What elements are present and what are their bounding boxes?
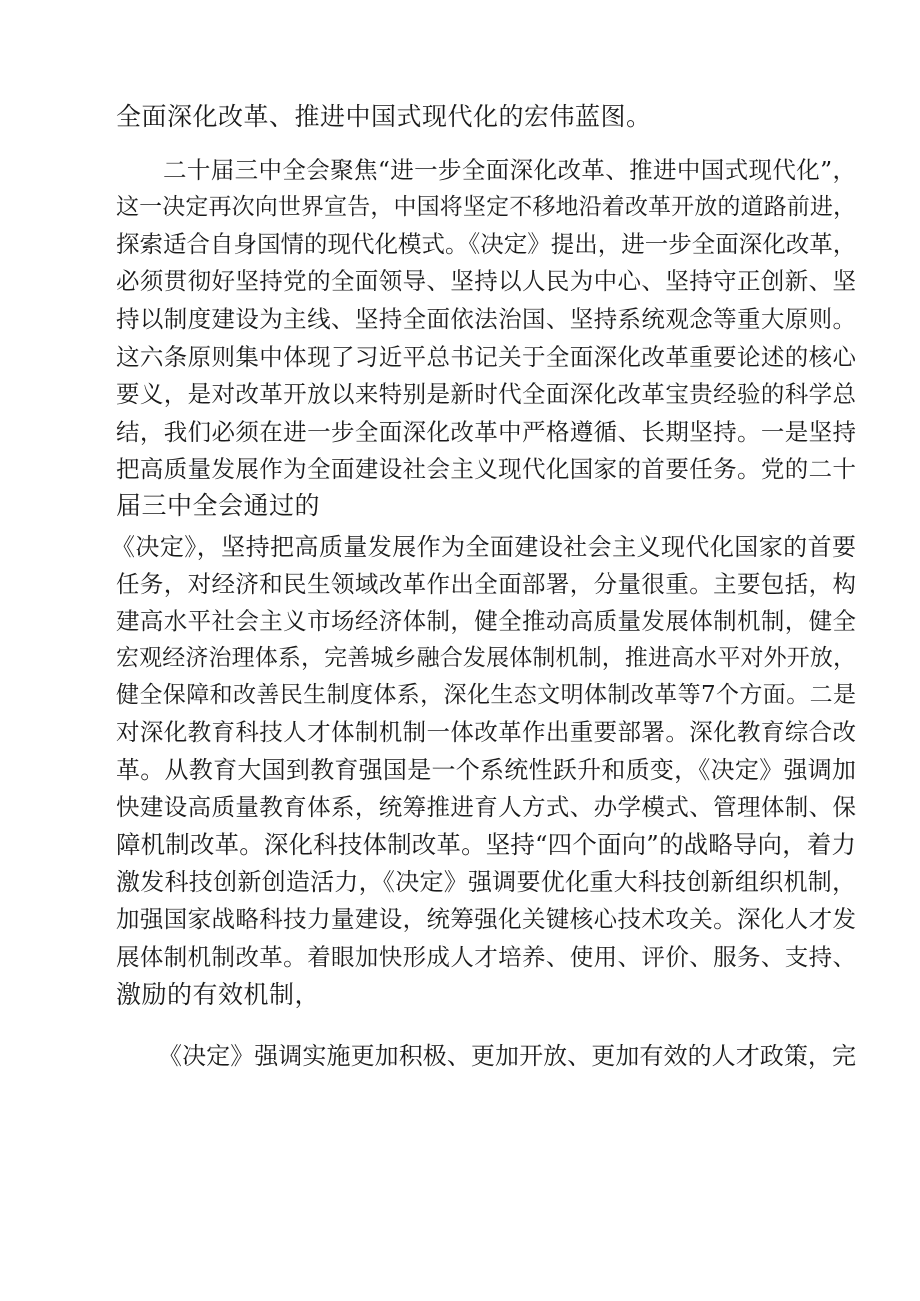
text-line: 激励的有效机制， — [116, 980, 321, 1009]
text-line: 健全保障和改善民生制度体系，深化生态文明体制改革等7个方面。二是 — [116, 682, 856, 708]
text-line: 这一决定再次向世界宣告，中国将坚定不移地沿着改革开放的道路前进， — [116, 194, 856, 220]
paragraph-start-line: 《决定》强调实施更加积极、更加开放、更加有效的人才政策，完 — [158, 1042, 856, 1070]
text-line: 任务，对经济和民生领域改革作出全面部署，分量很重。主要包括，构 — [116, 570, 856, 598]
text-line: 探索适合自身国情的现代化模式。《决定》提出，进一步全面深化改革， — [116, 230, 857, 258]
text-line: 展体制机制改革。着眼加快形成人才培养、使用、评价、服务、支持、 — [116, 943, 856, 971]
text-line: 宏观经济治理体系，完善城乡融合发展体制机制，推进高水平对外开放， — [116, 645, 856, 671]
text-line: 全面深化改革、推进中国式现代化的宏伟蓝图。 — [116, 102, 652, 131]
text-line: 届三中全会通过的 — [116, 491, 321, 520]
text-line: 快建设高质量教育体系，统筹推进育人方式、办学模式、管理体制、保 — [116, 793, 856, 821]
text-line: 革。从教育大国到教育强国是一个系统性跃升和质变，《决定》强调加 — [116, 756, 856, 784]
text-line: 对深化教育科技人才体制机制一体改革作出重要部署。深化教育综合改 — [116, 718, 856, 746]
text-line: 建高水平社会主义市场经济体制，健全推动高质量发展体制机制，健全 — [116, 607, 856, 635]
text-line: 这六条原则集中体现了习近平总书记关于全面深化改革重要论述的核心 — [116, 343, 856, 371]
text-line: 激发科技创新创造活力，《决定》强调要优化重大科技创新组织机制， — [116, 868, 856, 896]
text-line: 加强国家战略科技力量建设，统筹强化关键核心技术攻关。深化人才发 — [116, 905, 856, 933]
text-line: 必须贯彻好坚持党的全面领导、坚持以人民为中心、坚持守正创新、坚 — [116, 267, 856, 295]
text-line: 把高质量发展作为全面建设社会主义现代化国家的首要任务。党的二十 — [116, 455, 856, 483]
text-line: 持以制度建设为主线、坚持全面依法治国、坚持系统观念等重大原则。 — [116, 305, 856, 333]
text-line: 结，我们必须在进一步全面深化改革中严格遵循、长期坚持。一是坚持 — [116, 418, 856, 446]
text-line: 障机制改革。深化科技体制改革。坚持“四个面向”的战略导向，着力 — [116, 830, 856, 859]
paragraph-start-line: 二十届三中全会聚焦“进一步全面深化改革、推进中国式现代化”， — [163, 156, 856, 184]
text-line: 《决定》，坚持把高质量发展作为全面建设社会主义现代化国家的首要 — [111, 533, 856, 561]
text-line: 要义，是对改革开放以来特别是新时代全面深化改革宝贵经验的科学总 — [116, 380, 856, 408]
